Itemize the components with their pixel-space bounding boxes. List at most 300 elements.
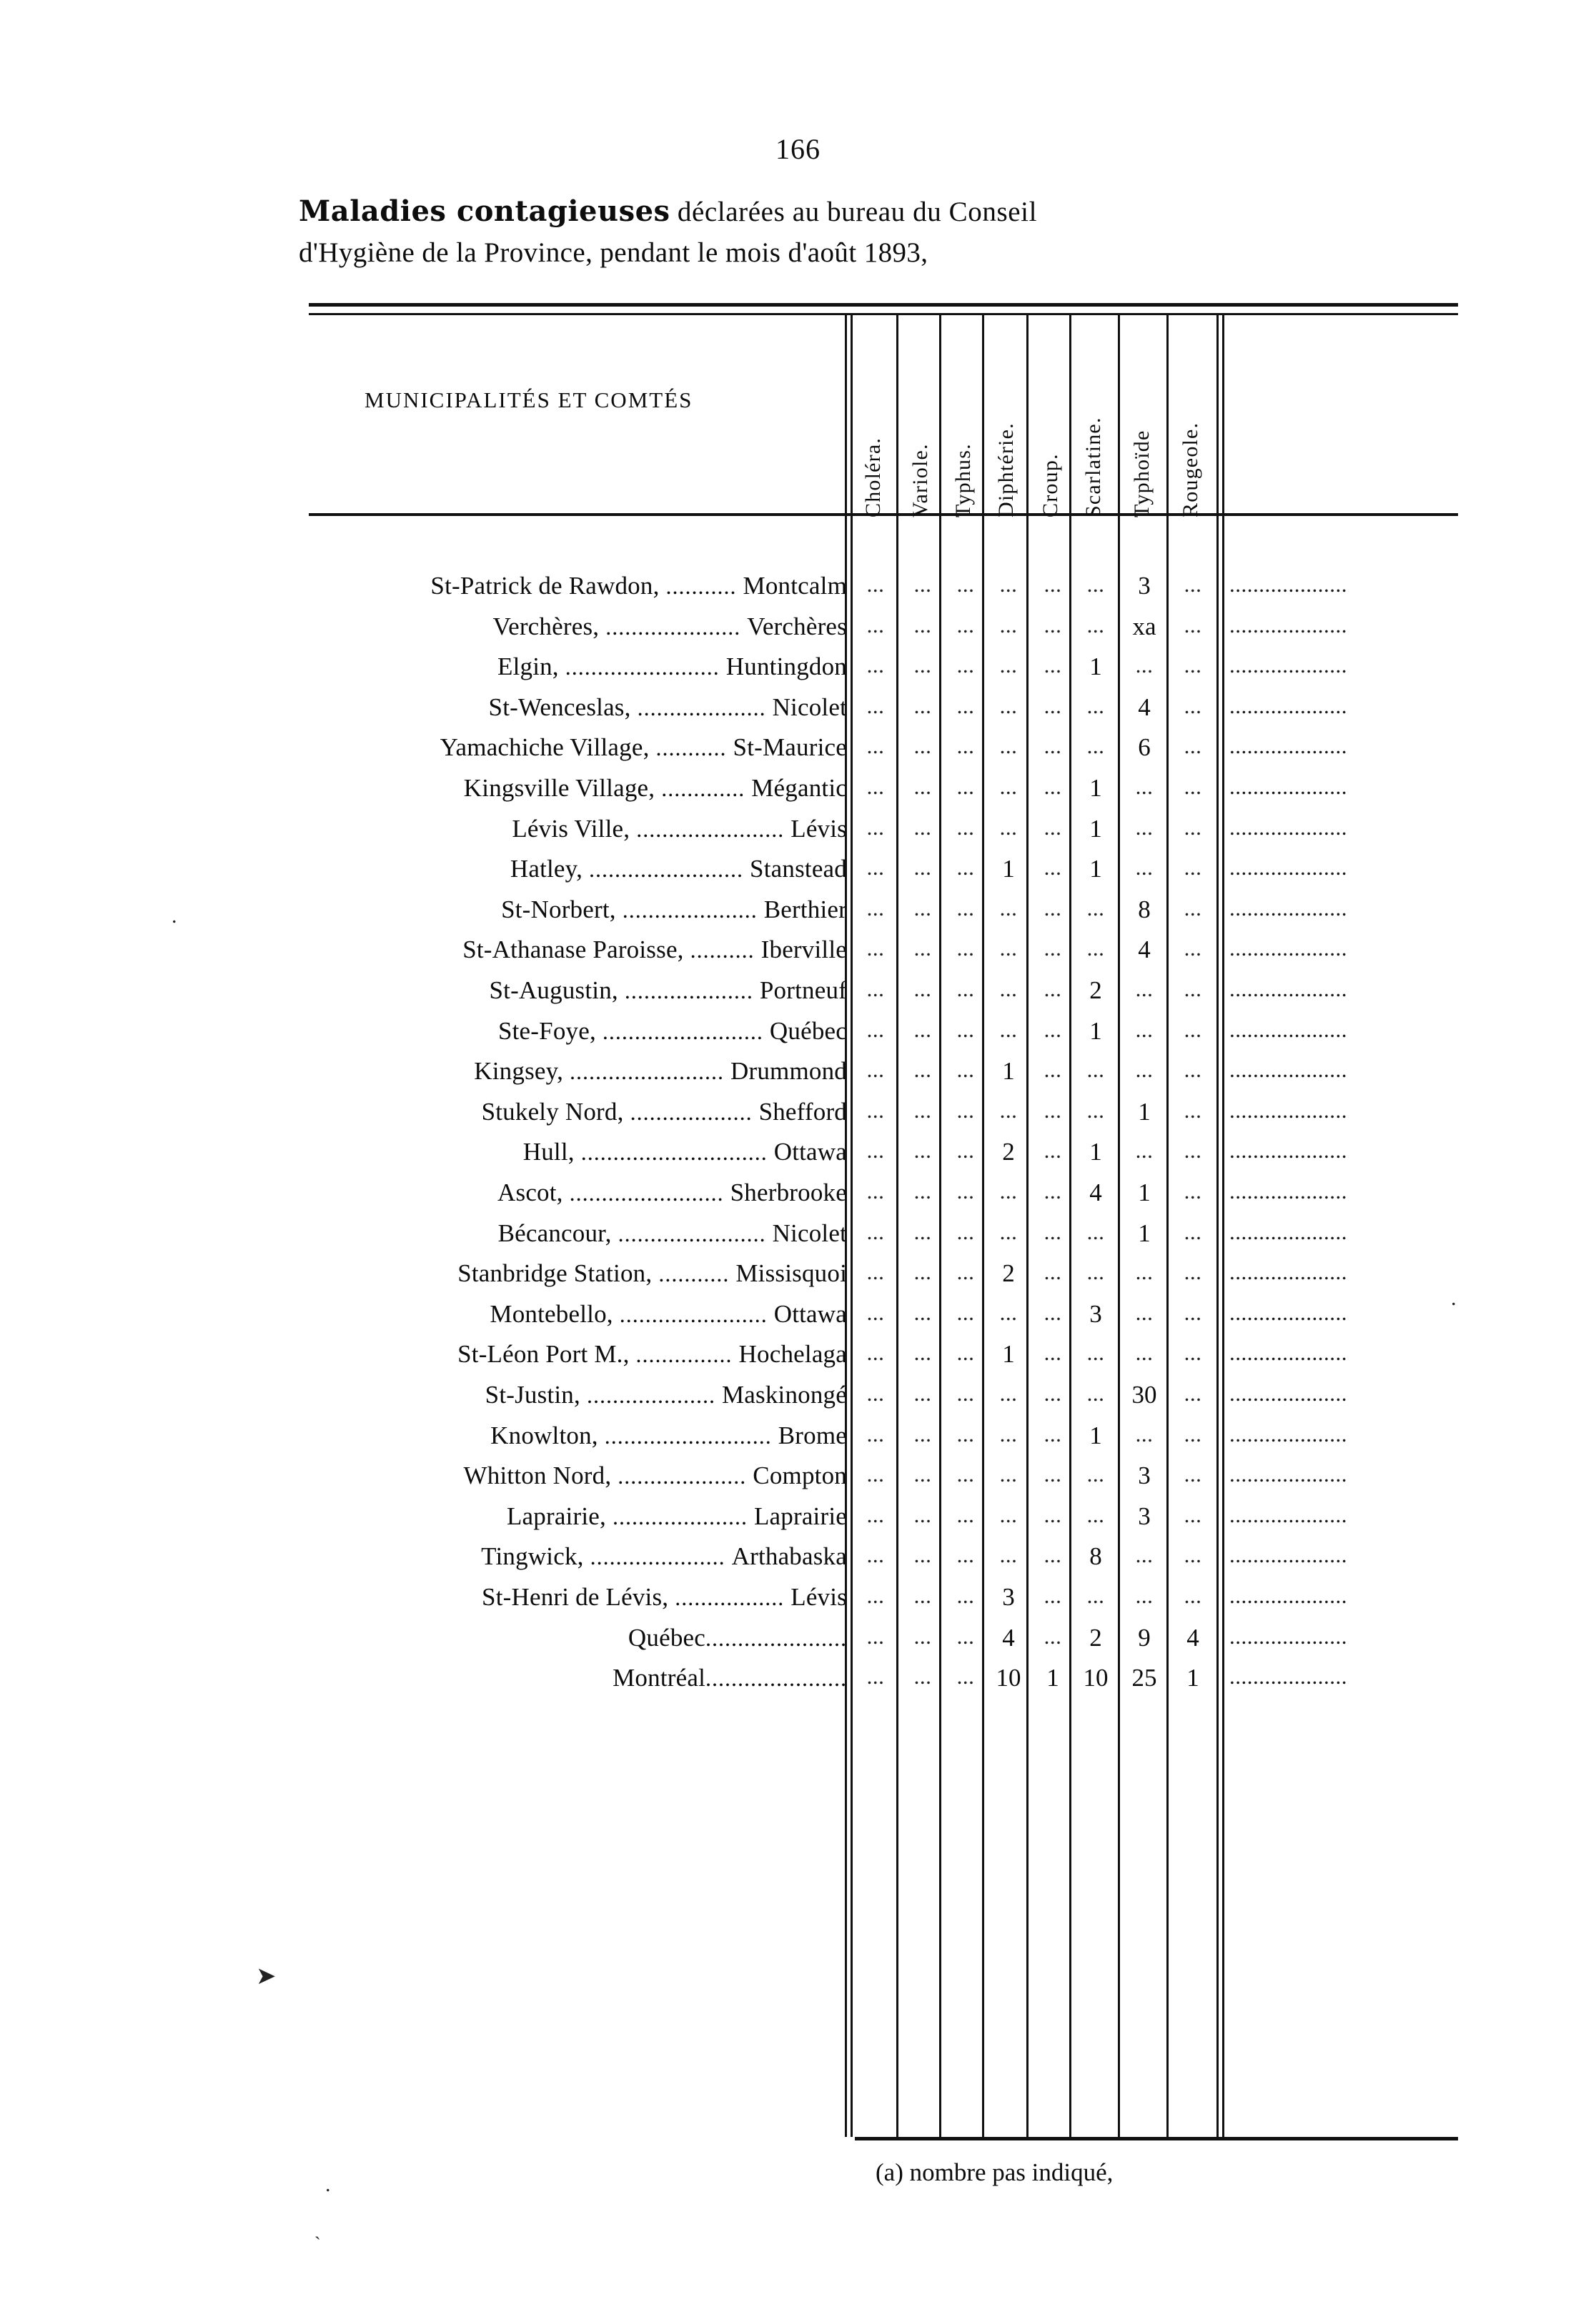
row-trailing-dots: .................... [1229, 1623, 1347, 1649]
table-row [0, 1340, 1596, 1380]
table-cell: ... [1044, 1462, 1062, 1487]
county-name: Huntingdon [725, 653, 847, 681]
table-cell: ... [1184, 814, 1202, 840]
table-cell: ... [866, 976, 885, 1001]
municipality-name: St-Norbert, [501, 895, 616, 923]
column-header-7: Typhoïde [1130, 430, 1154, 517]
row-label [457, 1259, 847, 1288]
row-label [440, 733, 847, 762]
row-trailing-dots: .................... [1229, 1179, 1347, 1204]
table-cell: ... [999, 1097, 1018, 1123]
table-row [0, 1057, 1596, 1097]
county-name: Arthabaska [731, 1542, 847, 1571]
table-row [0, 936, 1596, 976]
row-trailing-dots: .................... [1229, 895, 1347, 921]
leader-dots: ............... [629, 1341, 739, 1368]
table-cell: ... [956, 1340, 975, 1366]
table-cell: ... [956, 1542, 975, 1568]
table-cell: ... [999, 1016, 1018, 1042]
row-label [482, 1098, 847, 1126]
table-cell: ... [1044, 1502, 1062, 1527]
municipality-name: Stukely Nord, [481, 1097, 624, 1126]
table-cell: ... [866, 1097, 885, 1123]
column-header-8: Rougeole. [1179, 422, 1202, 517]
table-cell: ... [866, 572, 885, 597]
leader-dots: .................... [618, 978, 760, 1003]
county-name: Compton [753, 1462, 847, 1490]
column-header-6: Scarlatine. [1081, 417, 1105, 517]
county-name: Brome [778, 1421, 847, 1449]
stray-mark-bottom: . [325, 2173, 331, 2196]
table-cell: ... [913, 1057, 932, 1083]
table-cell: ... [999, 1542, 1018, 1568]
county-name: Hochelaga [738, 1340, 847, 1369]
row-trailing-dots: .................... [1229, 1138, 1347, 1164]
county-name: Ottawa [773, 1299, 847, 1328]
table-cell: ... [866, 1016, 885, 1042]
municipality-name: Hatley, [510, 855, 583, 883]
arrow-mark: ➤ [256, 1963, 277, 1990]
table-cell: ... [1135, 1057, 1154, 1083]
leader-dots: .................... [630, 694, 773, 720]
municipality-name: St-Athanase Paroisse, [462, 936, 684, 964]
table-cell: 8 [1089, 1542, 1102, 1571]
table-cell: ... [1044, 774, 1062, 799]
column-header-1: Choléra. [861, 437, 885, 517]
table-cell: ... [999, 976, 1018, 1001]
table-cell: ... [956, 693, 975, 718]
row-trailing-dots: .................... [1229, 693, 1347, 718]
table-cell: ... [1044, 1340, 1062, 1366]
municipality-name: Hull, [522, 1138, 575, 1166]
row-label [490, 1300, 847, 1329]
table-cell: ... [866, 1179, 885, 1204]
table-row [0, 1422, 1596, 1462]
county-name: Maskinongé [721, 1381, 847, 1409]
table-cell: ... [1184, 1340, 1202, 1366]
row-trailing-dots: .................... [1229, 1502, 1347, 1527]
table-cell: ... [999, 572, 1018, 597]
county-name: Missisquoi [735, 1259, 847, 1288]
table-cell: ... [1184, 1381, 1202, 1406]
table-cell: ... [999, 733, 1018, 759]
table-cell: ... [866, 814, 885, 840]
row-trailing-dots: .................... [1229, 976, 1347, 1001]
row-label [628, 1624, 847, 1652]
table-cell: ... [866, 855, 885, 880]
table-cell: 3 [1138, 1462, 1151, 1490]
table-row [0, 612, 1596, 653]
table-cell: ... [956, 895, 975, 921]
table-cell: ... [956, 1016, 975, 1042]
row-trailing-dots: .................... [1229, 1381, 1347, 1406]
column-header-3: Typhus. [951, 443, 975, 517]
table-cell: ... [1044, 855, 1062, 880]
table-cell: ... [1135, 814, 1154, 840]
table-cell: ... [866, 693, 885, 718]
table-cell: ... [956, 1179, 975, 1204]
table-row [0, 733, 1596, 773]
table-cell: ... [1044, 1097, 1062, 1123]
table-cell: 1 [1089, 814, 1102, 843]
table-row [0, 976, 1596, 1016]
table-cell: 3 [1138, 1502, 1151, 1530]
table-row [0, 1138, 1596, 1178]
table-cell: xa [1132, 612, 1156, 640]
table-cell: ... [999, 1502, 1018, 1527]
page-number: 166 [775, 133, 821, 165]
table-cell: ... [1044, 653, 1062, 678]
table-cell: 4 [1138, 693, 1151, 721]
table-cell: ... [1086, 895, 1105, 921]
table-cell: ... [956, 1462, 975, 1487]
leader-dots: .......................... [598, 1422, 778, 1449]
row-label [490, 976, 847, 1005]
table-cell: ... [913, 1097, 932, 1123]
row-trailing-dots: .................... [1229, 1057, 1347, 1083]
leader-dots: ......................... [595, 1018, 770, 1044]
table-cell: ... [1044, 1421, 1062, 1447]
table-cell: ... [1044, 693, 1062, 718]
table-cell: ... [999, 1219, 1018, 1244]
row-trailing-dots: .................... [1229, 1299, 1347, 1325]
table-cell: ... [1044, 1138, 1062, 1164]
county-name: Nicolet [772, 693, 847, 721]
table-row [0, 1381, 1596, 1421]
leader-dots: ..................... [599, 613, 748, 640]
table-cell: 3 [1089, 1299, 1102, 1328]
county-name: Nicolet [772, 1219, 847, 1247]
table-cell: 4 [1002, 1623, 1015, 1652]
municipality-name: St-Léon Port M., [457, 1340, 630, 1369]
table-cell: ... [999, 653, 1018, 678]
table-cell: ... [866, 1381, 885, 1406]
row-trailing-dots: .................... [1229, 1219, 1347, 1244]
table-cell: ... [956, 1097, 975, 1123]
municipality-name: St-Justin, [485, 1381, 580, 1409]
table-row [0, 1502, 1596, 1542]
table-cell: ... [1044, 733, 1062, 759]
table-cell: ... [1184, 976, 1202, 1001]
leader-dots: .......... [683, 937, 761, 963]
table-cell: ... [866, 1462, 885, 1487]
row-label [464, 1462, 847, 1490]
table-cell: ... [913, 855, 932, 880]
page-title [299, 193, 1471, 271]
table-cell: 1 [1046, 1664, 1059, 1692]
table-cell: ... [956, 1421, 975, 1447]
table-cell: ... [1086, 1381, 1105, 1406]
leader-dots: ................... [623, 1098, 759, 1125]
leader-dots: ...................... [705, 1624, 847, 1651]
row-label [457, 1340, 847, 1369]
footnote-text: (a) nombre pas indiqué, [876, 2158, 1114, 2186]
table-cell: ... [956, 733, 975, 759]
table-cell: ... [956, 1664, 975, 1690]
table-cell: ... [1044, 612, 1062, 637]
row-label [501, 895, 847, 924]
table-row [0, 1624, 1596, 1664]
table-cell: ... [999, 1299, 1018, 1325]
table-cell: ... [1086, 1057, 1105, 1083]
row-label [512, 815, 847, 843]
table-cell: ... [1044, 1542, 1062, 1568]
stray-mark-right: . [1451, 1286, 1457, 1310]
table-cell: ... [999, 1179, 1018, 1204]
table-cell: ... [999, 814, 1018, 840]
table-footnote [876, 2158, 1113, 2187]
table-row [0, 815, 1596, 855]
table-cell: ... [913, 1299, 932, 1325]
table-cell: 6 [1138, 733, 1151, 762]
table-cell: ... [866, 1623, 885, 1649]
table-cell: ... [999, 612, 1018, 637]
table-cell: ... [913, 1664, 932, 1690]
municipality-name: Laprairie, [506, 1502, 606, 1530]
table-cell: ... [956, 855, 975, 880]
table-cell: ... [1044, 976, 1062, 1001]
table-cell: ... [866, 1219, 885, 1244]
table-cell: ... [1135, 1421, 1154, 1447]
table-bottom-rule [855, 2137, 1458, 2140]
row-trailing-dots: .................... [1229, 1259, 1347, 1285]
table-cell: ... [913, 1179, 932, 1204]
table-cell: 3 [1138, 572, 1151, 600]
stray-mark-left: . [172, 904, 177, 928]
table-cell: 1 [1089, 855, 1102, 883]
row-trailing-dots: .................... [1229, 733, 1347, 759]
county-name: Québec [769, 1016, 847, 1045]
table-row [0, 1017, 1596, 1057]
table-cell: ... [956, 1381, 975, 1406]
table-cell: 4 [1186, 1623, 1199, 1652]
table-cell: ... [1184, 774, 1202, 799]
table-cell: 2 [1002, 1259, 1015, 1288]
table-cell: ... [866, 1138, 885, 1164]
table-cell: ... [1044, 1179, 1062, 1204]
table-cell: ... [1184, 733, 1202, 759]
table-cell: ... [1086, 733, 1105, 759]
table-cell: ... [913, 693, 932, 718]
table-cell: ... [1184, 1542, 1202, 1568]
table-cell: ... [1044, 1219, 1062, 1244]
row-trailing-dots: .................... [1229, 774, 1347, 799]
table-cell: ... [956, 1623, 975, 1649]
table-cell: ... [1135, 1016, 1154, 1042]
municipality-name: Lévis Ville, [512, 814, 630, 843]
table-cell: ... [1044, 936, 1062, 961]
municipality-name: Whitton Nord, [463, 1462, 612, 1490]
table-cell: ... [1135, 1299, 1154, 1325]
table-cell: ... [913, 1583, 932, 1608]
county-name: Drummond [730, 1057, 847, 1086]
table-cell: ... [956, 936, 975, 961]
county-name: Iberville [760, 936, 847, 964]
table-cell: ... [866, 1340, 885, 1366]
table-cell: ... [1184, 1138, 1202, 1164]
row-trailing-dots: .................... [1229, 936, 1347, 961]
table-cell: ... [913, 774, 932, 799]
table-row [0, 1179, 1596, 1219]
table-cell: ... [866, 1421, 885, 1447]
table-cell: ... [1086, 1340, 1105, 1366]
county-name: Stanstead [750, 855, 847, 883]
leader-dots: .................... [611, 1463, 753, 1489]
table-cell: ... [1184, 895, 1202, 921]
table-cell: ... [913, 1016, 932, 1042]
column-header-4: Diphtérie. [994, 422, 1018, 517]
table-cell: ... [956, 1219, 975, 1244]
table-cell: ... [1184, 1583, 1202, 1608]
table-cell: ... [866, 774, 885, 799]
table-cell: ... [956, 774, 975, 799]
table-cell: ... [1086, 1583, 1105, 1608]
table-cell: ... [1044, 1299, 1062, 1325]
table-cell: 9 [1138, 1623, 1151, 1652]
table-cell: ... [1086, 572, 1105, 597]
table-cell: ... [1135, 774, 1154, 799]
table-cell: ... [866, 1057, 885, 1083]
table-cell: ... [1044, 1259, 1062, 1285]
page-title-line2: d'Hygiène de la Province, pendant le mois d'août 1893, [299, 237, 928, 268]
table-cell: ... [1086, 936, 1105, 961]
table-cell: ... [913, 653, 932, 678]
municipality-name: St-Patrick de Rawdon, [430, 572, 660, 600]
table-cell: ... [913, 895, 932, 921]
table-cell: ... [866, 936, 885, 961]
municipality-name: Knowlton, [490, 1421, 598, 1449]
table-cell: ... [913, 976, 932, 1001]
table-row [0, 1219, 1596, 1259]
table-cell: ... [956, 1299, 975, 1325]
county-name: Sherbrooke [730, 1179, 847, 1206]
row-trailing-dots: .................... [1229, 1097, 1347, 1123]
leader-dots: ........... [649, 735, 733, 761]
table-cell: ... [1135, 1138, 1154, 1164]
column-header-municipalities: MUNICIPALITÉS ET COMTÉS [365, 387, 693, 412]
table-cell: ... [1184, 1016, 1202, 1042]
row-label [510, 855, 847, 883]
table-cell: ... [866, 653, 885, 678]
table-cell: ... [999, 895, 1018, 921]
table-cell: ... [866, 1664, 885, 1690]
row-trailing-dots: .................... [1229, 653, 1347, 678]
row-trailing-dots: .................... [1229, 1421, 1347, 1447]
table-cell: ... [1086, 1259, 1105, 1285]
municipality-name: Bécancour, [497, 1219, 612, 1247]
table-cell: ... [1086, 612, 1105, 637]
row-label [613, 1664, 847, 1692]
table-cell: ... [913, 936, 932, 961]
leader-dots: ....................... [613, 1301, 774, 1327]
county-name: Ottawa [773, 1138, 847, 1166]
table-row [0, 1300, 1596, 1340]
municipality-name: Verchères, [492, 612, 600, 640]
table-cell: ... [866, 1299, 885, 1325]
row-label [498, 1219, 847, 1248]
row-trailing-dots: .................... [1229, 1340, 1347, 1366]
row-label [497, 653, 847, 681]
municipality-name: St-Augustin, [489, 976, 618, 1004]
table-row [0, 1664, 1596, 1704]
table-row [0, 1583, 1596, 1623]
table-cell: ... [913, 1340, 932, 1366]
county-name: Portneuf [759, 976, 847, 1004]
table-cell: ... [1184, 936, 1202, 961]
table-cell: ... [913, 1542, 932, 1568]
table-cell: ... [1044, 572, 1062, 597]
table-cell: ... [999, 693, 1018, 718]
table-cell: ... [1184, 1421, 1202, 1447]
table-cell: 1 [1089, 1016, 1102, 1045]
leader-dots: ..................... [605, 1503, 754, 1529]
leader-dots: ........... [659, 573, 743, 599]
county-name: Shefford [758, 1097, 847, 1126]
table-cell: ... [956, 1583, 975, 1608]
leader-dots: ............................. [574, 1139, 774, 1166]
table-row [0, 693, 1596, 733]
table-cell: ... [1184, 1179, 1202, 1204]
table-row [0, 572, 1596, 612]
county-name: Lévis [790, 814, 847, 843]
table-cell: ... [913, 1421, 932, 1447]
table-cell: ... [1184, 612, 1202, 637]
table-cell: ... [1086, 693, 1105, 718]
table-cell: ... [913, 1219, 932, 1244]
table-cell: ... [1184, 693, 1202, 718]
row-label [430, 572, 847, 600]
county-name: Lévis [790, 1583, 847, 1611]
table-row [0, 855, 1596, 895]
leader-dots: ........... [652, 1261, 736, 1287]
municipality-name: Ste-Foye, [497, 1016, 596, 1045]
table-cell: 10 [996, 1664, 1021, 1692]
table-cell: 1 [1089, 1421, 1102, 1449]
row-trailing-dots: .................... [1229, 1542, 1347, 1568]
row-label [489, 693, 847, 722]
table-cell: ... [1184, 1462, 1202, 1487]
municipality-name: Montréal [613, 1664, 705, 1692]
table-cell: ... [999, 1381, 1018, 1406]
leader-dots: ........................ [558, 654, 726, 680]
municipality-name: Stanbridge Station, [457, 1259, 653, 1288]
table-cell: ... [866, 895, 885, 921]
leader-dots: ........................ [563, 1058, 731, 1085]
table-cell: ... [999, 774, 1018, 799]
leader-dots: ................. [668, 1584, 791, 1610]
municipality-name: Ascot, [497, 1179, 563, 1206]
table-cell: ... [1135, 653, 1154, 678]
row-label [507, 1502, 847, 1531]
table-cell: ... [1135, 976, 1154, 1001]
row-label [497, 1179, 847, 1207]
row-label [523, 1138, 847, 1166]
table-cell: ... [1184, 653, 1202, 678]
row-trailing-dots: .................... [1229, 1462, 1347, 1487]
table-cell: 1 [1138, 1097, 1151, 1126]
municipality-name: Tingwick, [481, 1542, 584, 1571]
table-cell: ... [866, 1502, 885, 1527]
table-top-rule-inner [309, 313, 1458, 315]
county-name: Montcalm [743, 572, 847, 600]
table-cell: ... [913, 612, 932, 637]
municipality-name: St-Henri de Lévis, [482, 1583, 669, 1611]
table-cell: ... [1184, 855, 1202, 880]
table-cell: ... [1184, 1259, 1202, 1285]
leader-dots: ....................... [611, 1220, 773, 1246]
table-cell: ... [956, 1502, 975, 1527]
table-cell: 1 [1089, 653, 1102, 681]
